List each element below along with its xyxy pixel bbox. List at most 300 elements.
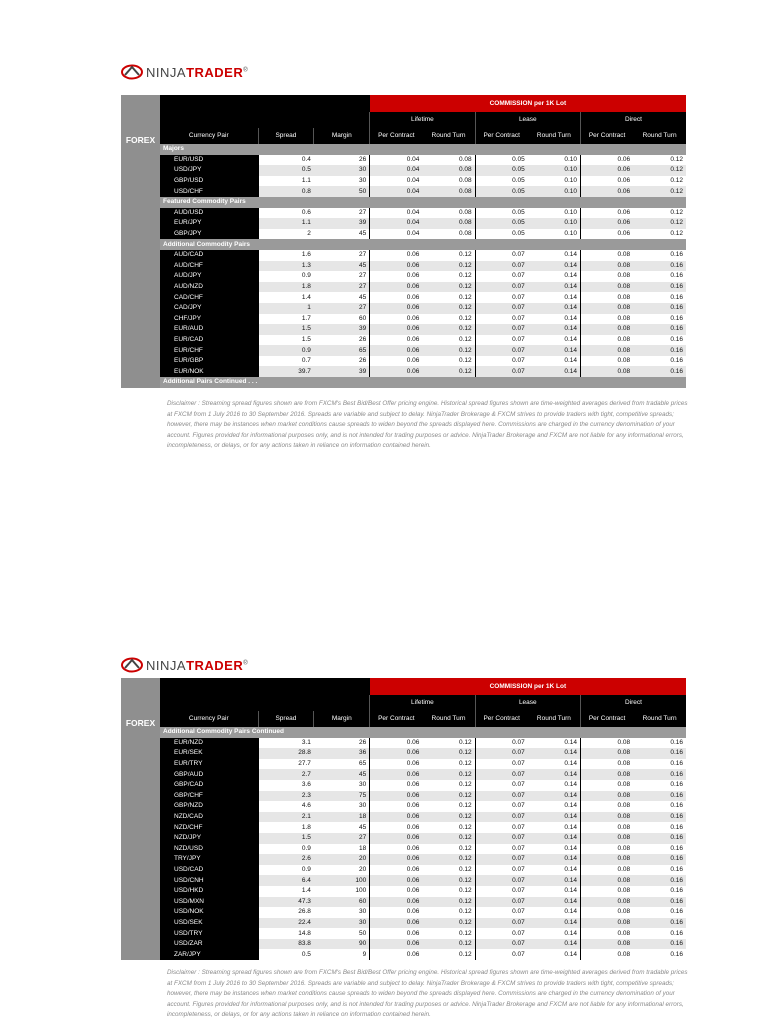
value-cell: 0.16: [633, 324, 686, 335]
currency-pair-header: Currency Pair: [160, 128, 258, 144]
value-cell: 0.12: [422, 324, 475, 335]
value-cell: 0.07: [475, 250, 528, 261]
table-row: [160, 928, 686, 939]
value-cell: 30: [359, 908, 367, 916]
value-cell: 0.07: [475, 748, 528, 759]
table-row: [160, 176, 686, 187]
value-cell: 1.4: [258, 886, 314, 897]
currency-pair-cell: GBP/JPY: [160, 229, 258, 240]
value-cell: 0.14: [528, 282, 581, 293]
value-cell: 0.12: [458, 908, 472, 916]
currency-pair-cell: USD/CAD: [160, 865, 258, 876]
table-row: [160, 165, 686, 176]
value-cell: 0.14: [528, 324, 581, 335]
value-cell: 0.08: [580, 250, 633, 261]
table-row: [160, 261, 686, 272]
value-cell: 0.06: [370, 759, 423, 770]
value-cell: 100: [355, 887, 367, 895]
value-cell: 0.14: [528, 261, 581, 272]
value-cell: 0.14: [564, 781, 577, 789]
currency-pair-cell: NZD/CHF: [160, 822, 258, 833]
lease-header: Lease: [475, 695, 580, 711]
currency-pair-cell: EUR/AUD: [160, 324, 258, 335]
table-row: [160, 155, 686, 166]
value-cell: 0.12: [422, 366, 475, 377]
value-cell: 0.08: [580, 844, 633, 855]
value-cell: 0.08: [580, 314, 633, 325]
value-cell: 0.04: [370, 155, 423, 166]
value-cell: 1.5: [258, 324, 314, 335]
currency-pair-cell: AUD/JPY: [160, 271, 258, 282]
currency-pair-cell: EUR/TRY: [160, 759, 258, 770]
table-row: [160, 208, 686, 219]
value-cell: 0.08: [580, 949, 633, 960]
value-cell: 0.07: [475, 324, 528, 335]
value-cell: 2.6: [258, 854, 314, 865]
value-cell: 0.14: [564, 802, 577, 810]
ninjatrader-logo: NINJATRADER®: [121, 63, 248, 81]
value-cell: 27: [314, 833, 370, 844]
value-cell: 0.16: [633, 875, 686, 886]
value-cell: 0.08: [580, 854, 633, 865]
value-cell: 0.07: [475, 844, 528, 855]
value-cell: 0.16: [670, 760, 683, 768]
value-cell: 0.06: [370, 897, 423, 908]
value-cell: 0.12: [422, 769, 475, 780]
table-row: [160, 801, 686, 812]
value-cell: 0.06: [370, 261, 423, 272]
value-cell: 0.05: [475, 229, 528, 240]
value-cell: 0.05: [475, 165, 528, 176]
forex-side-label: [121, 95, 160, 388]
value-cell: 0.12: [422, 345, 475, 356]
table-row: [160, 780, 686, 791]
forex-side-label: [121, 678, 160, 960]
value-cell: 0.07: [475, 918, 528, 929]
currency-pair-cell: USD/NOK: [160, 907, 258, 918]
header-blank: [160, 678, 370, 695]
value-cell: 30: [359, 781, 367, 789]
value-cell: 0.9: [258, 345, 314, 356]
header-blank: [160, 695, 370, 711]
value-cell: 0.16: [633, 918, 686, 929]
value-cell: 0.16: [633, 356, 686, 367]
value-cell: 18: [314, 812, 370, 823]
value-cell: 1.6: [258, 250, 314, 261]
table-row: [160, 875, 686, 886]
value-cell: 0.14: [564, 760, 577, 768]
value-cell: 2.1: [258, 812, 314, 823]
value-cell: 90: [314, 939, 370, 950]
commission-header: COMMISSION per 1K Lot: [370, 678, 686, 695]
value-cell: 0.07: [475, 949, 528, 960]
value-cell: 0.07: [475, 759, 528, 770]
value-cell: 0.12: [633, 165, 686, 176]
value-cell: 0.08: [580, 907, 633, 918]
value-cell: 1.3: [258, 261, 314, 272]
value-cell: 0.08: [580, 292, 633, 303]
value-cell: 39: [314, 218, 370, 229]
value-cell: 0.04: [370, 208, 423, 219]
value-cell: 3.6: [258, 780, 314, 791]
value-cell: 0.16: [633, 812, 686, 823]
value-cell: 0.08: [422, 186, 475, 197]
currency-pair-cell: AUD/USD: [160, 208, 258, 219]
value-cell: 0.12: [422, 303, 475, 314]
ninjatrader-logo: NINJATRADER®: [121, 656, 248, 674]
value-cell: 0.12: [422, 261, 475, 272]
currency-pair-cell: GBP/CAD: [160, 780, 258, 791]
table-row: [160, 949, 686, 960]
currency-pair-cell: USD/SEK: [160, 918, 258, 929]
value-cell: 0.12: [458, 781, 472, 789]
value-cell: 0.06: [370, 324, 423, 335]
value-cell: 0.16: [670, 887, 683, 895]
currency-pair-cell: NZD/JPY: [160, 833, 258, 844]
value-cell: 0.12: [670, 155, 683, 163]
value-cell: 0.14: [528, 812, 581, 823]
value-cell: 0.08: [580, 801, 633, 812]
table-row: [160, 292, 686, 303]
value-cell: 0.14: [564, 866, 577, 874]
value-cell: 0.14: [528, 769, 581, 780]
value-cell: 0.10: [564, 155, 577, 163]
value-cell: 0.07: [475, 345, 528, 356]
table-row: [160, 335, 686, 346]
value-cell: 26: [314, 335, 370, 346]
value-cell: 0.14: [528, 345, 581, 356]
value-cell: 20: [359, 866, 367, 874]
currency-pair-cell: EUR/CAD: [160, 335, 258, 346]
table-row: [160, 833, 686, 844]
value-cell: 0.08: [458, 155, 472, 163]
value-cell: 22.4: [258, 918, 314, 929]
commission-header: COMMISSION per 1K Lot: [370, 95, 686, 112]
value-cell: 45: [359, 823, 367, 831]
value-cell: 0.05: [475, 208, 528, 219]
table-row: [160, 886, 686, 897]
value-cell: 0.16: [670, 738, 683, 746]
value-cell: 0.08: [422, 229, 475, 240]
value-cell: 30: [314, 165, 370, 176]
value-cell: 0.07: [475, 822, 528, 833]
value-cell: 0.14: [564, 887, 577, 895]
table-row: [160, 939, 686, 950]
value-cell: 0.08: [422, 208, 475, 219]
value-cell: 45: [314, 261, 370, 272]
value-cell: 0.06: [580, 165, 633, 176]
value-cell: 60: [314, 897, 370, 908]
value-cell: 30: [359, 177, 367, 185]
table-row: [160, 271, 686, 282]
value-cell: 0.06: [370, 833, 423, 844]
value-cell: 0.08: [580, 324, 633, 335]
value-cell: 39.7: [258, 366, 314, 377]
value-cell: 50: [359, 929, 367, 937]
forex-table-page-1: [160, 95, 686, 388]
value-cell: 9: [362, 950, 367, 958]
value-cell: 1: [258, 303, 314, 314]
value-cell: 0.07: [475, 907, 528, 918]
value-cell: 0.8: [258, 186, 314, 197]
value-cell: 0.06: [370, 854, 423, 865]
value-cell: 83.8: [258, 939, 314, 950]
value-cell: 30: [314, 918, 370, 929]
currency-pair-cell: USD/JPY: [160, 165, 258, 176]
value-cell: 0.08: [580, 939, 633, 950]
value-cell: 0.06: [370, 356, 423, 367]
value-cell: 0.06: [370, 345, 423, 356]
value-cell: 0.12: [633, 218, 686, 229]
value-cell: 0.06: [370, 250, 423, 261]
value-cell: 45: [314, 292, 370, 303]
value-cell: 0.06: [370, 822, 423, 833]
value-cell: 0.16: [633, 854, 686, 865]
table-row: [160, 918, 686, 929]
value-cell: 0.08: [580, 738, 633, 749]
value-cell: 0.12: [670, 177, 683, 185]
currency-pair-cell: GBP/USD: [160, 176, 258, 187]
value-cell: 0.04: [370, 186, 423, 197]
value-cell: 0.10: [528, 186, 581, 197]
value-cell: 0.08: [580, 271, 633, 282]
value-cell: 50: [314, 186, 370, 197]
value-cell: 0.08: [422, 165, 475, 176]
value-cell: 0.14: [528, 292, 581, 303]
value-cell: 0.14: [528, 366, 581, 377]
value-cell: 0.12: [458, 929, 472, 937]
value-cell: 30: [359, 802, 367, 810]
value-cell: 0.08: [580, 366, 633, 377]
value-cell: 0.16: [670, 908, 683, 916]
currency-pair-cell: USD/TRY: [160, 928, 258, 939]
value-cell: 28.8: [258, 748, 314, 759]
value-cell: 0.12: [422, 292, 475, 303]
value-cell: 0.06: [580, 208, 633, 219]
value-cell: 0.12: [458, 950, 472, 958]
value-cell: 0.06: [580, 176, 633, 187]
value-cell: 26: [359, 738, 367, 746]
value-cell: 0.08: [422, 218, 475, 229]
value-cell: 0.07: [475, 854, 528, 865]
value-cell: 0.16: [633, 897, 686, 908]
table-row: [160, 844, 686, 855]
value-cell: 0.14: [528, 335, 581, 346]
table-row: [160, 791, 686, 802]
value-cell: 0.16: [633, 345, 686, 356]
value-cell: 0.12: [422, 271, 475, 282]
value-cell: 0.04: [370, 176, 423, 187]
value-cell: 0.16: [633, 769, 686, 780]
value-cell: 0.07: [475, 833, 528, 844]
value-cell: 0.16: [633, 748, 686, 759]
value-cell: 0.12: [422, 791, 475, 802]
value-cell: 0.06: [370, 791, 423, 802]
value-cell: 0.06: [370, 907, 423, 918]
disclaimer-text: Disclaimer : Streaming spread figures shown are from FXCM's Best Bid/Best Offer pricing engine. Historical spread figures shown are time-weighted averages derived from tradable prices at FXCM from 1 July 2016 to 30 September 2016. Spreads are variable and subject to delay. NinjaTrader Brokerage & FXCM strives to provide traders with tight, competitive spreads; however, there may be instances when market conditions cause spreads to widen beyond the spreads displayed here. Commissions are charged in the currency denomination of your account. Figures provided for informational purposes only, and is not intended for trading purposes or advice. NinjaTrader Brokerage and FXCM are not liable for any informational errors, incompleteness, or delays, or for any actions taken in reliance on information contained herein.: [167, 969, 688, 1018]
value-cell: 0.16: [633, 335, 686, 346]
value-cell: 0.06: [370, 366, 423, 377]
value-cell: 0.12: [458, 823, 472, 831]
value-cell: 0.9: [258, 865, 314, 876]
value-cell: 0.14: [528, 918, 581, 929]
ninja-logo-icon: [121, 64, 143, 80]
value-cell: 0.14: [528, 939, 581, 950]
value-cell: 0.12: [422, 833, 475, 844]
value-cell: 0.08: [580, 748, 633, 759]
value-cell: 0.08: [580, 791, 633, 802]
currency-pair-cell: CHF/JPY: [160, 314, 258, 325]
value-cell: 0.12: [422, 939, 475, 950]
currency-pair-cell: EUR/JPY: [160, 218, 258, 229]
value-cell: 0.07: [475, 335, 528, 346]
forex-table-page-2: [160, 678, 686, 960]
value-cell: 0.06: [370, 918, 423, 929]
round-turn-header: Round Turn: [633, 128, 686, 144]
value-cell: 0.16: [633, 292, 686, 303]
value-cell: 0.12: [422, 918, 475, 929]
value-cell: 4.6: [258, 801, 314, 812]
value-cell: 1.1: [258, 176, 314, 187]
currency-pair-cell: EUR/NOK: [160, 366, 258, 377]
value-cell: 39: [314, 324, 370, 335]
value-cell: 0.06: [370, 812, 423, 823]
value-cell: 0.08: [580, 261, 633, 272]
table-row: [160, 812, 686, 823]
value-cell: 0.16: [670, 866, 683, 874]
value-cell: 0.04: [370, 229, 423, 240]
value-cell: 0.08: [580, 812, 633, 823]
value-cell: 0.07: [475, 314, 528, 325]
value-cell: 0.06: [370, 748, 423, 759]
value-cell: 1.1: [258, 218, 314, 229]
lifetime-header: Lifetime: [370, 112, 475, 128]
table-row: [160, 250, 686, 261]
value-cell: 45: [314, 229, 370, 240]
currency-pair-header: Currency Pair: [160, 711, 258, 727]
value-cell: 0.06: [370, 865, 423, 876]
value-cell: 2: [258, 229, 314, 240]
value-cell: 0.08: [580, 822, 633, 833]
value-cell: 0.14: [564, 929, 577, 937]
value-cell: 0.16: [670, 929, 683, 937]
value-cell: 0.12: [458, 802, 472, 810]
currency-pair-cell: NZD/CAD: [160, 812, 258, 823]
value-cell: 0.08: [580, 282, 633, 293]
table-row: [160, 324, 686, 335]
per-contract-header: Per Contract: [580, 128, 633, 144]
value-cell: 0.07: [475, 292, 528, 303]
currency-pair-cell: TRY/JPY: [160, 854, 258, 865]
round-turn-header: Round Turn: [422, 128, 475, 144]
value-cell: 27: [314, 271, 370, 282]
value-cell: 0.16: [633, 833, 686, 844]
value-cell: 0.16: [633, 366, 686, 377]
table-row: [160, 822, 686, 833]
currency-pair-cell: CAD/CHF: [160, 292, 258, 303]
value-cell: 0.07: [475, 812, 528, 823]
value-cell: 0.14: [564, 908, 577, 916]
section-title: Featured Commodity Pairs: [160, 197, 686, 208]
value-cell: 0.16: [670, 950, 683, 958]
value-cell: 0.07: [475, 865, 528, 876]
table-row: [160, 748, 686, 759]
margin-header: Margin: [314, 128, 370, 144]
value-cell: 0.16: [633, 271, 686, 282]
value-cell: 0.07: [475, 791, 528, 802]
per-contract-header: Per Contract: [580, 711, 633, 727]
value-cell: 0.08: [580, 356, 633, 367]
currency-pair-cell: EUR/USD: [160, 155, 258, 166]
value-cell: 0.14: [564, 844, 577, 852]
value-cell: 0.12: [422, 356, 475, 367]
value-cell: 0.16: [633, 303, 686, 314]
section-title: Majors: [160, 144, 686, 155]
value-cell: 0.12: [422, 875, 475, 886]
spread-header: Spread: [258, 711, 314, 727]
currency-pair-cell: ZAR/JPY: [160, 949, 258, 960]
per-contract-header: Per Contract: [475, 128, 528, 144]
value-cell: 0.08: [580, 886, 633, 897]
value-cell: 0.12: [422, 748, 475, 759]
value-cell: 0.05: [475, 186, 528, 197]
value-cell: 47.3: [258, 897, 314, 908]
value-cell: 0.07: [475, 801, 528, 812]
value-cell: 0.14: [528, 875, 581, 886]
value-cell: 0.07: [475, 303, 528, 314]
value-cell: 0.10: [528, 208, 581, 219]
value-cell: 1.4: [258, 292, 314, 303]
value-cell: 0.06: [370, 844, 423, 855]
value-cell: 0.07: [475, 928, 528, 939]
value-cell: 0.08: [580, 918, 633, 929]
value-cell: 36: [314, 748, 370, 759]
value-cell: 100: [314, 875, 370, 886]
currency-pair-cell: CAD/JPY: [160, 303, 258, 314]
value-cell: 0.14: [528, 748, 581, 759]
value-cell: 75: [314, 791, 370, 802]
value-cell: 27: [314, 250, 370, 261]
value-cell: 0.07: [475, 738, 528, 749]
value-cell: 0.07: [475, 261, 528, 272]
currency-pair-cell: EUR/CHF: [160, 345, 258, 356]
value-cell: 0.12: [422, 314, 475, 325]
header-blank: [160, 112, 370, 128]
value-cell: 0.08: [580, 875, 633, 886]
value-cell: 0.16: [670, 802, 683, 810]
value-cell: 0.06: [370, 780, 423, 791]
value-cell: 0.06: [370, 271, 423, 282]
value-cell: 0.14: [528, 833, 581, 844]
value-cell: 0.12: [422, 335, 475, 346]
value-cell: 0.12: [422, 812, 475, 823]
currency-pair-cell: AUD/CHF: [160, 261, 258, 272]
value-cell: 26: [359, 155, 367, 163]
value-cell: 0.9: [258, 844, 314, 855]
value-cell: 0.9: [258, 271, 314, 282]
value-cell: 60: [314, 314, 370, 325]
table-row: [160, 738, 686, 749]
per-contract-header: Per Contract: [475, 711, 528, 727]
value-cell: 0.14: [564, 950, 577, 958]
value-cell: 26.8: [258, 907, 314, 918]
value-cell: 18: [359, 844, 367, 852]
value-cell: 0.16: [633, 939, 686, 950]
value-cell: 0.16: [633, 261, 686, 272]
value-cell: 0.12: [633, 186, 686, 197]
table-row: [160, 366, 686, 377]
value-cell: 0.06: [370, 335, 423, 346]
